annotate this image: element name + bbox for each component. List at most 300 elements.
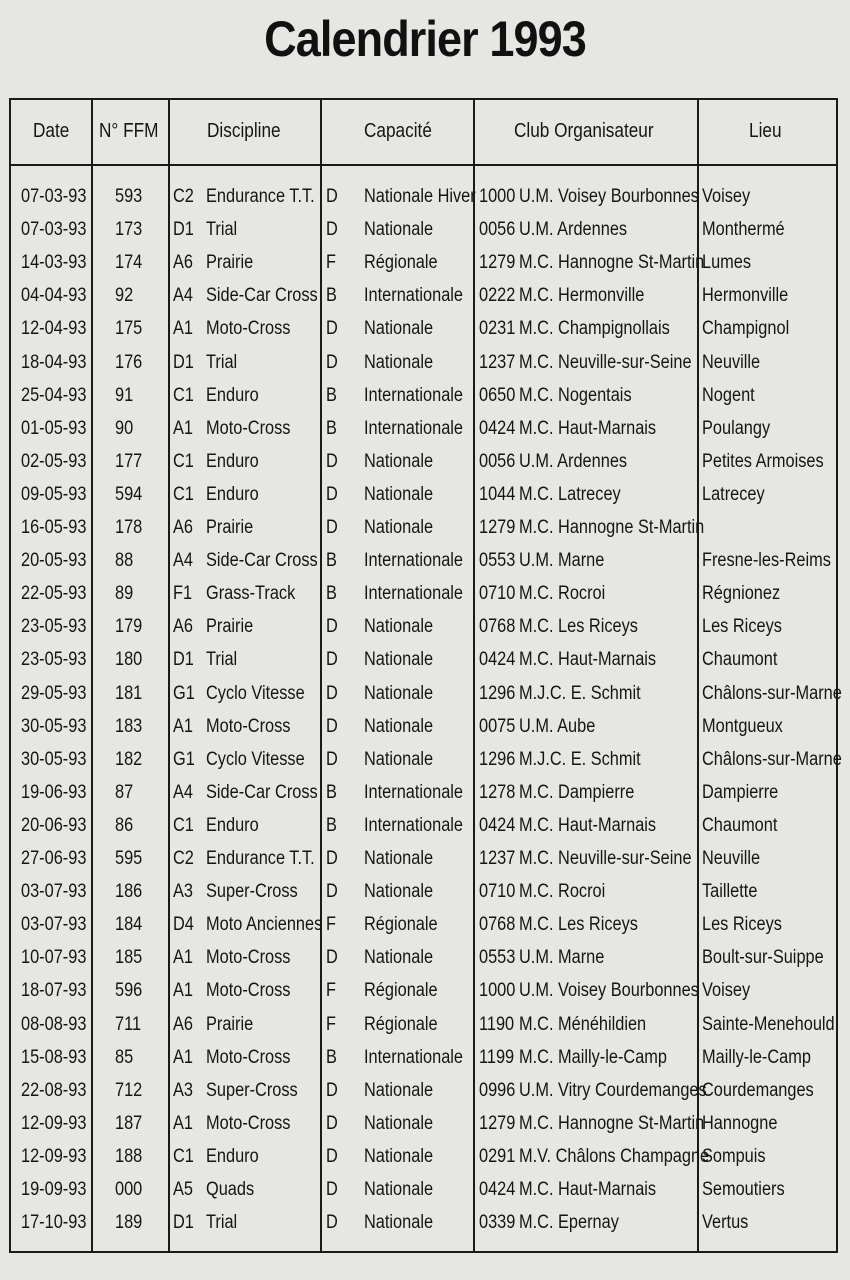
- cell-discipline: Moto Anciennes: [206, 914, 323, 936]
- cell-ffm: 90: [115, 417, 134, 439]
- cell-capacite: Nationale: [364, 483, 434, 505]
- cell-capacite: Nationale Hiver: [364, 186, 476, 207]
- cell-date: 07-03-93: [21, 219, 87, 241]
- cell-ffm: 595: [115, 848, 143, 869]
- cell-discipline: Trial: [206, 1212, 238, 1234]
- cell-capacite: Internationale: [364, 285, 464, 307]
- cell-category: F: [326, 914, 336, 936]
- table-row: [11, 875, 836, 908]
- cell-club: M.C. Neuville-sur-Seine: [519, 848, 692, 869]
- cell-category: D: [326, 947, 338, 969]
- cell-capacite: Nationale: [364, 947, 434, 969]
- table-row: [11, 312, 836, 345]
- cell-date: 20-05-93: [21, 550, 87, 572]
- cell-code: C2: [173, 186, 194, 207]
- cell-discipline: Moto-Cross: [206, 417, 291, 439]
- cell-club: M.C. Hannogne St-Martin: [519, 1112, 705, 1134]
- cell-capacite: Nationale: [364, 517, 434, 538]
- cell-code: D1: [173, 649, 194, 671]
- cell-category: D: [326, 1079, 338, 1101]
- cell-ffm: 189: [115, 1212, 143, 1234]
- cell-ffm: 88: [115, 550, 134, 572]
- cell-code: A3: [173, 1079, 193, 1101]
- cell-club-number: 0231: [479, 318, 516, 340]
- cell-club-number: 0553: [479, 550, 516, 572]
- cell-ffm: 86: [115, 814, 134, 836]
- header-date: Date: [33, 120, 70, 142]
- cell-lieu: Régnionez: [702, 583, 781, 605]
- cell-category: B: [326, 384, 337, 406]
- header-club: Club Organisateur: [514, 120, 654, 142]
- cell-date: 03-07-93: [21, 881, 87, 903]
- cell-date: 15-08-93: [21, 1046, 87, 1068]
- cell-code: A1: [173, 715, 193, 737]
- cell-capacite: Nationale: [364, 219, 434, 241]
- cell-code: D4: [173, 914, 194, 936]
- cell-discipline: Side-Car Cross: [206, 550, 318, 572]
- cell-club-number: 1237: [479, 351, 516, 373]
- cell-club: M.C. Neuville-sur-Seine: [519, 351, 692, 373]
- cell-club: U.M. Voisey Bourbonnes: [519, 980, 699, 1002]
- cell-club-number: 1237: [479, 848, 516, 869]
- cell-discipline: Grass-Track: [206, 583, 296, 605]
- cell-code: D1: [173, 219, 194, 241]
- cell-category: D: [326, 517, 338, 538]
- cell-date: 12-04-93: [21, 318, 87, 340]
- table-row: [11, 213, 836, 246]
- cell-lieu: Châlons-sur-Marne: [702, 682, 842, 704]
- header-discipline: Discipline: [207, 120, 281, 142]
- cell-discipline: Cyclo Vitesse: [206, 748, 305, 770]
- cell-capacite: Nationale: [364, 682, 434, 704]
- cell-ffm: 186: [115, 881, 143, 903]
- cell-club: M.C. Haut-Marnais: [519, 1179, 657, 1200]
- cell-lieu: Fresne-les-Reims: [702, 550, 831, 572]
- cell-club: M.C. Haut-Marnais: [519, 649, 657, 671]
- cell-code: G1: [173, 748, 195, 770]
- cell-lieu: Boult-sur-Suippe: [702, 947, 824, 969]
- cell-code: A4: [173, 781, 193, 803]
- cell-capacite: Internationale: [364, 417, 464, 439]
- cell-club-number: 0553: [479, 947, 516, 969]
- cell-discipline: Super-Cross: [206, 881, 298, 903]
- table-row: [11, 246, 836, 279]
- cell-club: M.C. Mailly-le-Camp: [519, 1046, 667, 1068]
- cell-category: D: [326, 1179, 338, 1200]
- cell-club-number: 1000: [479, 980, 516, 1002]
- cell-capacite: Nationale: [364, 848, 434, 869]
- cell-lieu: Courdemanges: [702, 1079, 814, 1101]
- cell-lieu: Châlons-sur-Marne: [702, 748, 842, 770]
- cell-discipline: Quads: [206, 1179, 255, 1200]
- cell-category: F: [326, 1013, 336, 1035]
- cell-discipline: Moto-Cross: [206, 947, 291, 969]
- cell-category: D: [326, 682, 338, 704]
- cell-club-number: 0424: [479, 1179, 516, 1200]
- table-row: [11, 842, 836, 875]
- header-capacite: Capacité: [364, 120, 432, 142]
- cell-club: M.C. Dampierre: [519, 781, 635, 803]
- header-ffm: N° FFM: [99, 120, 159, 142]
- cell-club: U.M. Ardennes: [519, 450, 628, 472]
- cell-discipline: Prairie: [206, 1013, 254, 1035]
- cell-club: M.C. Haut-Marnais: [519, 814, 657, 836]
- cell-category: D: [326, 186, 338, 207]
- cell-date: 10-07-93: [21, 947, 87, 969]
- cell-code: A3: [173, 881, 193, 903]
- cell-ffm: 85: [115, 1046, 134, 1068]
- cell-capacite: Régionale: [364, 980, 438, 1002]
- cell-club-number: 0996: [479, 1079, 516, 1101]
- cell-code: A4: [173, 285, 193, 307]
- cell-ffm: 594: [115, 483, 143, 505]
- cell-lieu: Chaumont: [702, 814, 778, 836]
- cell-capacite: Nationale: [364, 1179, 434, 1200]
- cell-capacite: Nationale: [364, 1112, 434, 1134]
- cell-date: 20-06-93: [21, 814, 87, 836]
- table-row: [11, 643, 836, 676]
- cell-date: 16-05-93: [21, 517, 87, 538]
- cell-code: C2: [173, 848, 194, 869]
- cell-lieu: Sainte-Menehould: [702, 1013, 835, 1035]
- cell-club-number: 1279: [479, 252, 516, 274]
- cell-capacite: Internationale: [364, 550, 464, 572]
- cell-club-number: 0768: [479, 616, 516, 638]
- cell-discipline: Endurance T.T.: [206, 186, 315, 207]
- table-row: [11, 478, 836, 511]
- cell-discipline: Side-Car Cross: [206, 781, 318, 803]
- cell-discipline: Trial: [206, 219, 238, 241]
- cell-lieu: Vertus: [702, 1212, 749, 1234]
- cell-lieu: Chaumont: [702, 649, 778, 671]
- cell-club-number: 1296: [479, 682, 516, 704]
- cell-ffm: 181: [115, 682, 143, 704]
- cell-category: D: [326, 318, 338, 340]
- cell-date: 03-07-93: [21, 914, 87, 936]
- calendar-table: [9, 98, 842, 1253]
- table-row: [11, 1140, 836, 1173]
- cell-club: M.C. Ménéhildien: [519, 1013, 647, 1035]
- cell-discipline: Prairie: [206, 252, 254, 274]
- table-row: [11, 710, 836, 743]
- cell-capacite: Nationale: [364, 1145, 434, 1167]
- cell-lieu: Neuville: [702, 848, 761, 869]
- table-row: [11, 1074, 836, 1107]
- cell-club-number: 0075: [479, 715, 516, 737]
- cell-discipline: Moto-Cross: [206, 318, 291, 340]
- cell-lieu: Latrecey: [702, 483, 765, 505]
- table-row: [11, 1206, 836, 1239]
- table-row: [11, 544, 836, 577]
- cell-date: 27-06-93: [21, 848, 87, 869]
- cell-date: 18-07-93: [21, 980, 87, 1002]
- cell-club: U.M. Voisey Bourbonnes: [519, 186, 699, 207]
- cell-club: M.C. Nogentais: [519, 384, 632, 406]
- cell-discipline: Enduro: [206, 1145, 259, 1167]
- cell-date: 30-05-93: [21, 748, 87, 770]
- cell-capacite: Nationale: [364, 715, 434, 737]
- cell-category: D: [326, 715, 338, 737]
- cell-ffm: 180: [115, 649, 143, 671]
- cell-ffm: 185: [115, 947, 143, 969]
- cell-date: 29-05-93: [21, 682, 87, 704]
- cell-club: M.C. Champignollais: [519, 318, 670, 340]
- cell-club-number: 1279: [479, 1112, 516, 1134]
- table-row: [11, 379, 836, 412]
- cell-club-number: 1190: [479, 1013, 515, 1035]
- cell-lieu: Les Riceys: [702, 914, 782, 936]
- cell-code: C1: [173, 483, 194, 505]
- table-row: [11, 1173, 836, 1206]
- cell-capacite: Régionale: [364, 1013, 438, 1035]
- table-row: [11, 908, 836, 941]
- cell-discipline: Prairie: [206, 616, 254, 638]
- cell-category: B: [326, 417, 337, 439]
- cell-date: 12-09-93: [21, 1112, 87, 1134]
- cell-code: G1: [173, 682, 195, 704]
- cell-category: D: [326, 616, 338, 638]
- cell-date: 01-05-93: [21, 417, 87, 439]
- table-row: [11, 180, 836, 213]
- cell-capacite: Régionale: [364, 252, 438, 274]
- cell-discipline: Enduro: [206, 384, 259, 406]
- cell-lieu: Sompuis: [702, 1145, 766, 1167]
- cell-category: F: [326, 980, 336, 1002]
- cell-club-number: 0291: [479, 1145, 516, 1167]
- cell-capacite: Internationale: [364, 1046, 464, 1068]
- cell-category: B: [326, 814, 337, 836]
- cell-club: M.C. Hannogne St-Martin: [519, 252, 705, 274]
- cell-category: D: [326, 351, 338, 373]
- cell-date: 19-06-93: [21, 781, 87, 803]
- cell-date: 17-10-93: [21, 1212, 87, 1234]
- table-row: [11, 809, 836, 842]
- cell-club: M.V. Châlons Champagne: [519, 1145, 710, 1167]
- cell-ffm: 89: [115, 583, 134, 605]
- cell-category: D: [326, 881, 338, 903]
- cell-category: D: [326, 450, 338, 472]
- cell-lieu: Voisey: [702, 980, 751, 1002]
- cell-club-number: 0768: [479, 914, 516, 936]
- cell-category: D: [326, 1112, 338, 1134]
- cell-club-number: 0424: [479, 649, 516, 671]
- cell-discipline: Cyclo Vitesse: [206, 682, 305, 704]
- page-title: Calendrier 1993: [264, 11, 586, 67]
- cell-code: D1: [173, 1212, 194, 1234]
- cell-ffm: 712: [115, 1079, 143, 1101]
- cell-category: B: [326, 550, 337, 572]
- cell-category: D: [326, 1145, 338, 1167]
- cell-date: 12-09-93: [21, 1145, 87, 1167]
- cell-ffm: 593: [115, 186, 143, 207]
- cell-date: 04-04-93: [21, 285, 87, 307]
- header-divider: [11, 164, 836, 166]
- cell-club-number: 1000: [479, 186, 516, 207]
- cell-category: D: [326, 649, 338, 671]
- cell-discipline: Enduro: [206, 483, 259, 505]
- table-row: [11, 412, 836, 445]
- cell-lieu: Les Riceys: [702, 616, 782, 638]
- table-row: [11, 677, 842, 710]
- cell-lieu: Semoutiers: [702, 1179, 785, 1200]
- cell-category: D: [326, 483, 338, 505]
- table-row: [11, 743, 842, 776]
- cell-code: C1: [173, 450, 194, 472]
- cell-club: U.M. Marne: [519, 550, 605, 572]
- cell-lieu: Hannogne: [702, 1112, 778, 1134]
- cell-club: M.C. Latrecey: [519, 483, 621, 505]
- cell-ffm: 184: [115, 914, 143, 936]
- table-row: [11, 577, 836, 610]
- cell-lieu: Mailly-le-Camp: [702, 1046, 811, 1068]
- table-row: [11, 610, 836, 643]
- cell-club: U.M. Ardennes: [519, 219, 628, 241]
- cell-discipline: Moto-Cross: [206, 1046, 291, 1068]
- cell-ffm: 596: [115, 980, 143, 1002]
- cell-date: 18-04-93: [21, 351, 87, 373]
- cell-date: 07-03-93: [21, 186, 87, 207]
- cell-capacite: Nationale: [364, 748, 434, 770]
- cell-discipline: Enduro: [206, 450, 259, 472]
- cell-ffm: 187: [115, 1112, 143, 1134]
- header-lieu: Lieu: [749, 120, 782, 142]
- table-row: [11, 1107, 836, 1140]
- cell-lieu: Nogent: [702, 384, 755, 406]
- cell-club-number: 0424: [479, 417, 516, 439]
- cell-category: B: [326, 583, 337, 605]
- cell-club: M.J.C. E. Schmit: [519, 748, 641, 770]
- cell-date: 09-05-93: [21, 483, 87, 505]
- cell-club-number: 0710: [479, 881, 516, 903]
- cell-lieu: Petites Armoises: [702, 450, 824, 472]
- cell-lieu: Dampierre: [702, 781, 779, 803]
- cell-category: F: [326, 252, 336, 274]
- cell-capacite: Internationale: [364, 384, 464, 406]
- cell-ffm: 178: [115, 517, 143, 538]
- cell-code: A1: [173, 318, 193, 340]
- cell-discipline: Moto-Cross: [206, 715, 291, 737]
- cell-date: 22-05-93: [21, 583, 87, 605]
- cell-ffm: 177: [115, 450, 143, 472]
- cell-ffm: 182: [115, 748, 143, 770]
- cell-code: D1: [173, 351, 194, 373]
- table-row: [11, 1008, 836, 1041]
- cell-category: D: [326, 748, 338, 770]
- table-row: [11, 1041, 836, 1074]
- cell-club-number: 1279: [479, 517, 516, 538]
- cell-ffm: 183: [115, 715, 143, 737]
- cell-club: M.C. Rocroi: [519, 881, 606, 903]
- cell-discipline: Prairie: [206, 517, 254, 538]
- table-row: [11, 776, 836, 809]
- cell-code: A6: [173, 616, 193, 638]
- cell-date: 02-05-93: [21, 450, 87, 472]
- cell-ffm: 173: [115, 219, 143, 241]
- cell-capacite: Nationale: [364, 881, 434, 903]
- cell-category: B: [326, 1046, 337, 1068]
- cell-discipline: Moto-Cross: [206, 1112, 291, 1134]
- cell-capacite: Nationale: [364, 351, 434, 373]
- cell-club: M.C. Hannogne St-Martin: [519, 517, 705, 538]
- cell-club: M.J.C. E. Schmit: [519, 682, 641, 704]
- cell-capacite: Nationale: [364, 1079, 434, 1101]
- cell-date: 14-03-93: [21, 252, 87, 274]
- cell-club-number: 0710: [479, 583, 516, 605]
- cell-date: 22-08-93: [21, 1079, 87, 1101]
- cell-ffm: 188: [115, 1145, 143, 1167]
- table-row: [11, 511, 836, 544]
- cell-date: 08-08-93: [21, 1013, 87, 1035]
- cell-club-number: 1044: [479, 483, 516, 505]
- cell-club: M.C. Epernay: [519, 1212, 619, 1234]
- cell-capacite: Nationale: [364, 616, 434, 638]
- cell-capacite: Internationale: [364, 781, 464, 803]
- table-row: [11, 346, 836, 379]
- cell-discipline: Side-Car Cross: [206, 285, 318, 307]
- cell-lieu: Lumes: [702, 252, 752, 274]
- cell-code: A1: [173, 1046, 193, 1068]
- cell-club-number: 0339: [479, 1212, 516, 1234]
- cell-capacite: Internationale: [364, 583, 464, 605]
- cell-discipline: Super-Cross: [206, 1079, 298, 1101]
- cell-category: D: [326, 1212, 338, 1234]
- cell-ffm: 92: [115, 285, 134, 307]
- cell-lieu: Champignol: [702, 318, 790, 340]
- cell-discipline: Moto-Cross: [206, 980, 291, 1002]
- cell-category: D: [326, 848, 338, 869]
- table-row: [11, 974, 836, 1007]
- cell-club-number: 0424: [479, 814, 516, 836]
- cell-club-number: 1296: [479, 748, 516, 770]
- cell-club: U.M. Marne: [519, 947, 605, 969]
- cell-club-number: 0056: [479, 219, 516, 241]
- cell-club-number: 1278: [479, 781, 516, 803]
- cell-code: A6: [173, 517, 193, 538]
- cell-code: F1: [173, 583, 193, 605]
- cell-code: A1: [173, 980, 193, 1002]
- cell-club-number: 0222: [479, 285, 516, 307]
- cell-club: U.M. Vitry Courdemanges: [519, 1079, 707, 1101]
- cell-ffm: 87: [115, 781, 134, 803]
- cell-category: B: [326, 781, 337, 803]
- cell-discipline: Trial: [206, 351, 238, 373]
- cell-date: 23-05-93: [21, 649, 87, 671]
- cell-club: U.M. Aube: [519, 715, 596, 737]
- table-row: [11, 445, 836, 478]
- cell-ffm: 179: [115, 616, 143, 638]
- cell-category: D: [326, 219, 338, 241]
- cell-club: M.C. Haut-Marnais: [519, 417, 657, 439]
- cell-lieu: Monthermé: [702, 219, 785, 241]
- cell-date: 23-05-93: [21, 616, 87, 638]
- cell-discipline: Trial: [206, 649, 238, 671]
- cell-code: A6: [173, 1013, 193, 1035]
- cell-date: 30-05-93: [21, 715, 87, 737]
- cell-capacite: Nationale: [364, 318, 434, 340]
- cell-capacite: Nationale: [364, 1212, 434, 1234]
- cell-capacite: Régionale: [364, 914, 438, 936]
- cell-discipline: Endurance T.T.: [206, 848, 315, 869]
- cell-code: A5: [173, 1179, 193, 1200]
- cell-code: A4: [173, 550, 193, 572]
- cell-capacite: Internationale: [364, 814, 464, 836]
- cell-ffm: 000: [115, 1179, 143, 1200]
- cell-date: 19-09-93: [21, 1179, 87, 1200]
- cell-lieu: Neuville: [702, 351, 761, 373]
- cell-ffm: 174: [115, 252, 143, 274]
- cell-code: A1: [173, 947, 193, 969]
- cell-lieu: Voisey: [702, 186, 751, 207]
